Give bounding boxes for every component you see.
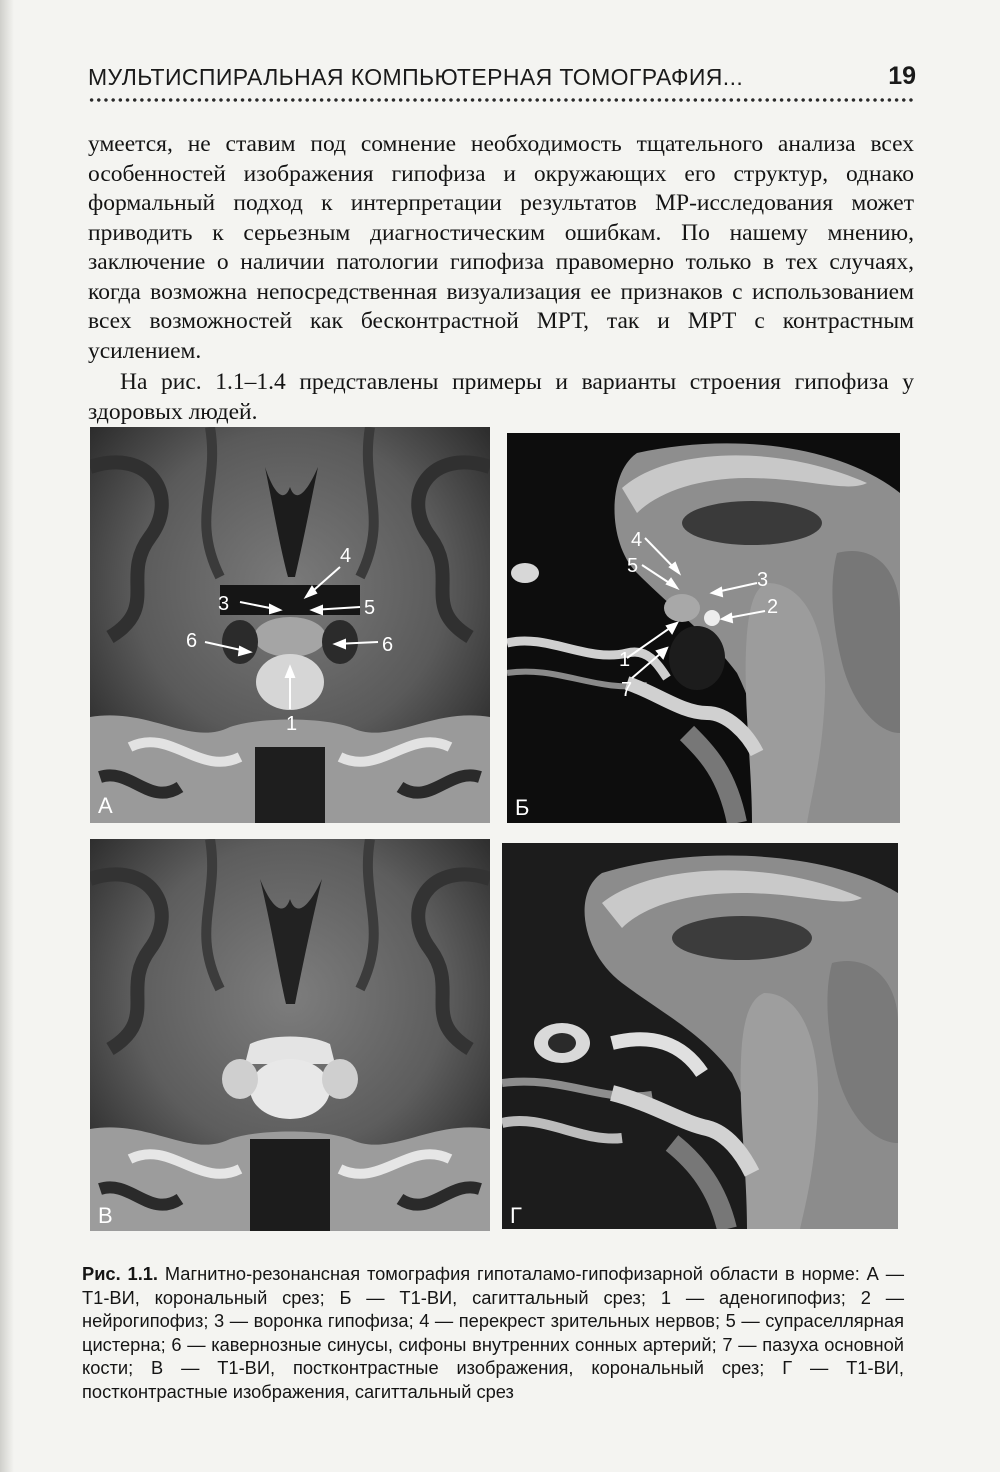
mri-panel-a	[90, 427, 490, 823]
marker-4: 4	[340, 545, 352, 567]
paragraph: На рис. 1.1–1.4 представлены примеры и варианты строения гипофиза у здоровых людей.	[88, 369, 914, 425]
running-head	[88, 62, 918, 96]
marker-3: 3	[757, 569, 769, 591]
marker-5: 5	[627, 555, 639, 577]
panel-letter: А	[98, 793, 113, 818]
figure-caption	[82, 1262, 904, 1404]
marker-4: 4	[631, 529, 643, 551]
running-title: МУЛЬТИСПИРАЛЬНАЯ КОМПЬЮТЕРНАЯ ТОМОГРАФИЯ...	[88, 64, 744, 90]
mri-panel-b	[507, 433, 900, 823]
paragraph: умеется, не ставим под сомнение необходимость тщательного анализа всех особенностей изображения гипофиза и окружающих его структур, однако формальный подход к интерпретации результатов МР-исследования может приводить к серьезным диагностическим ошибкам. По нашему мнению, заключение о наличии патологии гипофиза правомерно только в тех случаях, когда возможна непосредственная визуализация ее признаков с использованием всех возможностей как бесконтрастной МРТ, так и МРТ с контрастным усилением.	[88, 131, 914, 364]
marker-3: 3	[218, 593, 230, 615]
marker-1: 1	[286, 713, 298, 735]
marker-5: 5	[364, 597, 376, 619]
marker-6: 6	[382, 634, 394, 656]
mri-panel-c	[90, 839, 490, 1231]
marker-6: 6	[186, 630, 198, 652]
panel-letter: В	[98, 1203, 113, 1228]
dotted-rule	[88, 97, 916, 103]
body-text	[88, 130, 914, 427]
page-number: 19	[888, 62, 916, 90]
page-edge-shadow	[0, 0, 14, 1472]
mri-panel-d	[502, 843, 898, 1229]
mri-coronal-contrast-image	[90, 839, 490, 1231]
mri-sagittal-contrast-image	[502, 843, 898, 1229]
panel-letter: Г	[510, 1203, 522, 1228]
mri-coronal-image	[90, 427, 490, 823]
caption-text: Магнитно-резонансная томография гипоталамо-гипофизарной области в норме: А — Т1-ВИ, корональный срез; Б — Т1-ВИ, сагиттальный срез; 1 — аденогипофиз; 2 — нейрогипофиз; 3 — воронка гипофиза; 4 — перекрест зрительных нервов; 5 — супраселлярная цистерна; 6 — кавернозные синусы, сифоны внутренних сонных артерий; 7 — пазуха основной кости; В — Т1-ВИ, постконтрастные изображения, корональный срез; Г — Т1-ВИ, постконтрастные изображения, сагиттальный срез	[82, 1263, 904, 1402]
marker-1: 1	[619, 649, 631, 671]
marker-2: 2	[767, 596, 779, 618]
mri-sagittal-image	[507, 433, 900, 823]
marker-7: 7	[621, 679, 633, 701]
figure-number: Рис. 1.1.	[82, 1263, 159, 1284]
panel-letter: Б	[515, 795, 530, 820]
